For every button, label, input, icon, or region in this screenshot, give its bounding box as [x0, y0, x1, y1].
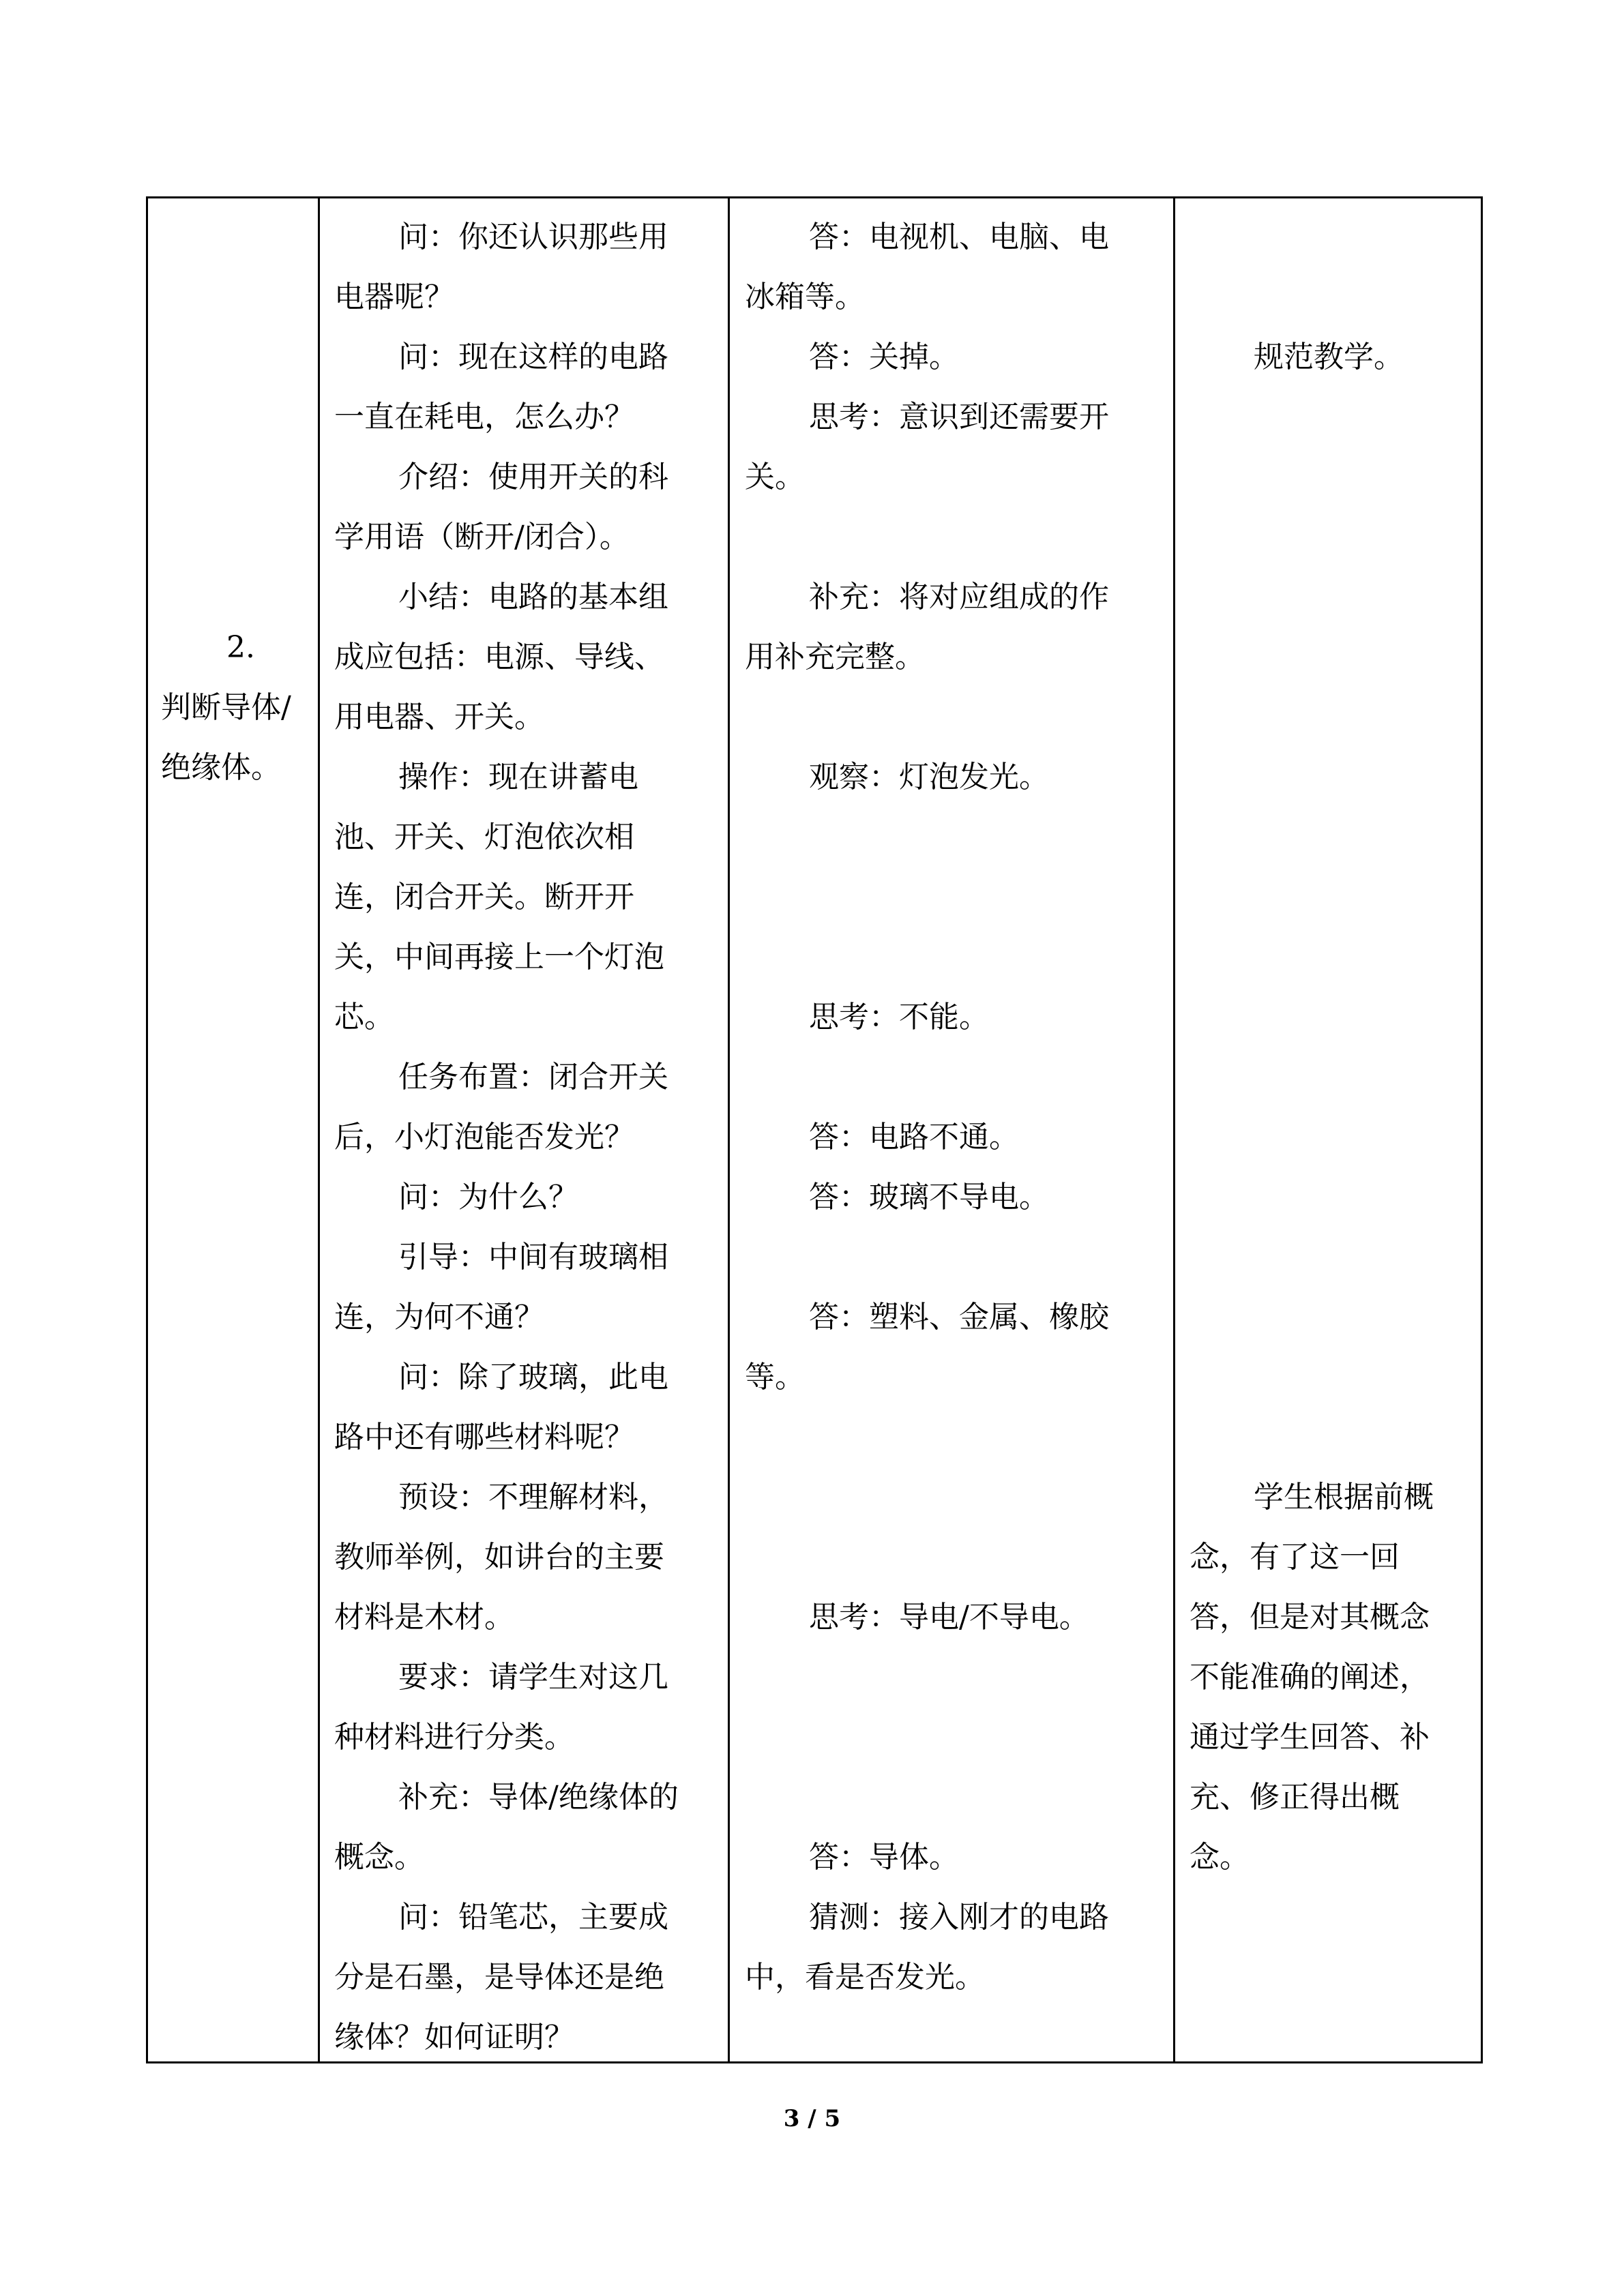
- text-line: 答：玻璃不导电。: [809, 1180, 1049, 1214]
- text-line: 思考：不能。: [809, 1000, 989, 1034]
- text-line: 池、开关、灯泡依次相: [334, 820, 634, 854]
- text-line: 连，为何不通？: [334, 1300, 544, 1335]
- text-line: 补充：导体/绝缘体的: [398, 1780, 679, 1815]
- text-line: 思考：导电/不导电。: [809, 1600, 1089, 1635]
- text-line: 规范教学。: [1254, 340, 1404, 374]
- text-line: 关，中间再接上一个灯泡: [334, 940, 664, 974]
- text-line: 问：你还认识那些用: [398, 220, 668, 254]
- text-line: 学生根据前概: [1254, 1480, 1434, 1515]
- text-line: 问：为什么？: [398, 1180, 578, 1214]
- text-line: 答：电视机、电脑、电: [809, 220, 1109, 254]
- text-line: 念。: [1190, 1840, 1250, 1875]
- text-line: 等。: [745, 1360, 805, 1395]
- table-divider-2: [728, 196, 730, 2063]
- text-line: 问：除了玻璃，此电: [398, 1360, 668, 1395]
- text-line: 观察：灯泡发光。: [809, 760, 1049, 794]
- text-line: 预设：不理解材料，: [398, 1480, 668, 1515]
- text-line: 芯。: [334, 1000, 394, 1034]
- text-line: 介绍：使用开关的科: [398, 460, 668, 494]
- text-line: 材料是木材。: [334, 1600, 514, 1635]
- text-line: 引导：中间有玻璃相: [398, 1240, 668, 1274]
- page-number: 3 / 5: [783, 2105, 841, 2132]
- text-line: 操作：现在讲蓄电: [398, 760, 638, 794]
- text-line: 路中还有哪些材料呢？: [334, 1420, 634, 1455]
- text-line: 问：现在这样的电路: [398, 340, 668, 374]
- text-line: 一直在耗电，怎么办？: [334, 400, 634, 434]
- text-line: 不能准确的阐述，: [1190, 1660, 1430, 1695]
- text-line: 分是石墨，是导体还是绝: [334, 1960, 664, 1995]
- step-title-line: 判断导体/: [161, 690, 291, 725]
- text-line: 关。: [745, 460, 805, 494]
- table-divider-3: [1173, 196, 1175, 2063]
- text-line: 思考：意识到还需要开: [809, 400, 1109, 434]
- text-line: 通过学生回答、补: [1190, 1720, 1430, 1755]
- step-number: 2.: [226, 630, 255, 665]
- text-line: 后，小灯泡能否发光？: [334, 1120, 634, 1154]
- text-line: 教师举例，如讲台的主要: [334, 1540, 664, 1575]
- text-line: 答：塑料、金属、橡胶: [809, 1300, 1109, 1335]
- step-title-line: 绝缘体。: [161, 750, 281, 785]
- text-line: 要求：请学生对这几: [398, 1660, 668, 1695]
- text-line: 念，有了这一回: [1190, 1540, 1400, 1575]
- text-line: 充、修正得出概: [1190, 1780, 1400, 1815]
- text-line: 用补充完整。: [745, 640, 925, 674]
- text-line: 成应包括：电源、导线、: [334, 640, 664, 674]
- text-line: 答：关掉。: [809, 340, 959, 374]
- text-line: 缘体？如何证明？: [334, 2020, 574, 2055]
- text-line: 猜测：接入刚才的电路: [809, 1900, 1109, 1935]
- text-line: 学用语（断开/闭合）。: [334, 520, 630, 554]
- text-line: 问：铅笔芯，主要成: [398, 1900, 668, 1935]
- text-line: 任务布置：闭合开关: [398, 1060, 668, 1094]
- text-line: 种材料进行分类。: [334, 1720, 574, 1755]
- text-line: 答，但是对其概念: [1190, 1600, 1430, 1635]
- table-divider-1: [318, 196, 320, 2063]
- text-line: 答：导体。: [809, 1840, 959, 1875]
- text-line: 连，闭合开关。断开开: [334, 880, 634, 914]
- text-line: 用电器、开关。: [334, 700, 544, 734]
- text-line: 中，看是否发光。: [745, 1960, 985, 1995]
- text-line: 小结：电路的基本组: [398, 580, 668, 614]
- text-line: 答：电路不通。: [809, 1120, 1019, 1154]
- text-line: 冰箱等。: [745, 280, 865, 314]
- text-line: 补充：将对应组成的作: [809, 580, 1109, 614]
- text-line: 电器呢？: [334, 280, 454, 314]
- text-line: 概念。: [334, 1840, 424, 1875]
